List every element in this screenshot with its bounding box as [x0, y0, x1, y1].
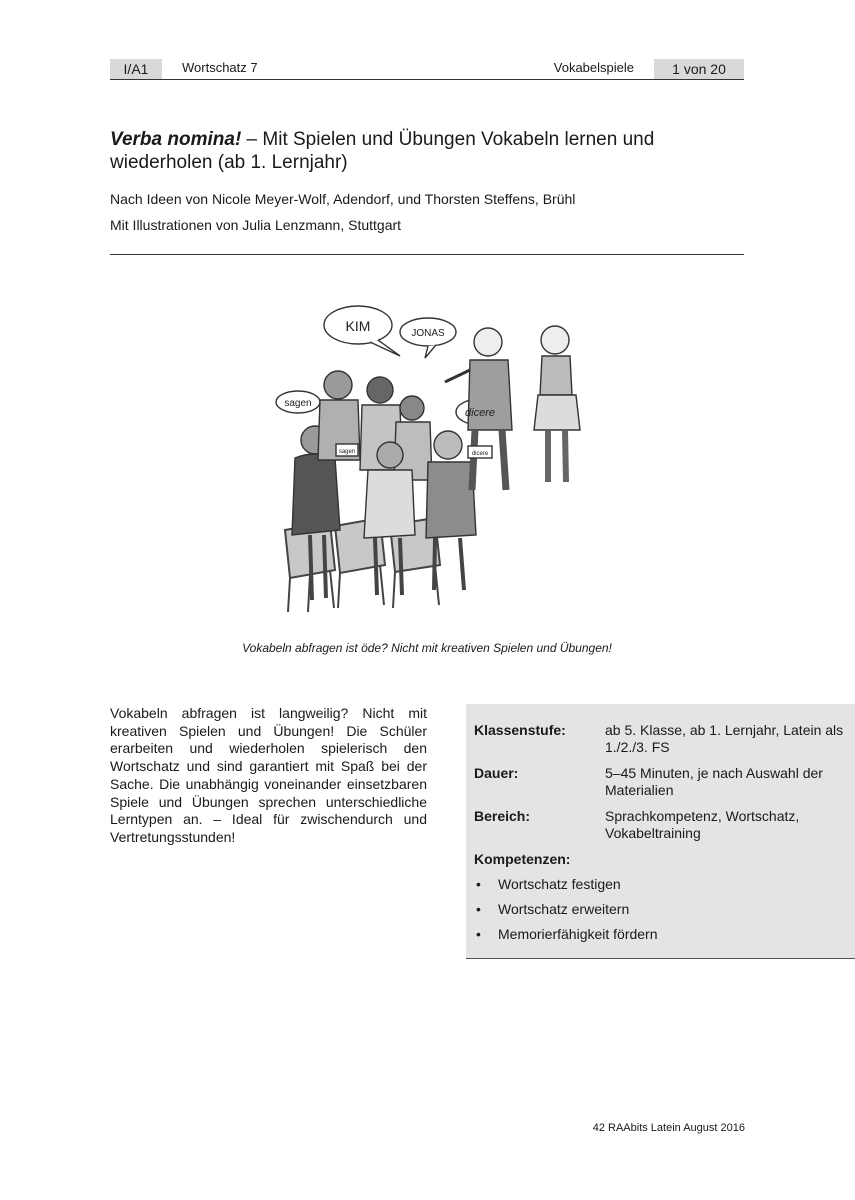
kompetenz-item: • Memorierfähigkeit fördern: [476, 926, 658, 942]
page-title: [110, 128, 750, 174]
illustration-caption: Vokabeln abfragen ist öde? Nicht mit kreativen Spielen und Übungen!: [242, 641, 612, 655]
topic-label: Wortschatz 7: [182, 60, 258, 75]
bubble-text-jonas: JONAS: [411, 328, 445, 339]
credits-ideas: Nach Ideen von Nicole Meyer-Wolf, Adendorf, und Thorsten Steffens, Brühl: [110, 191, 576, 207]
unit-code: I/A1: [110, 59, 162, 79]
info-value: 5–45 Minuten, je nach Auswahl der Materialien: [605, 765, 823, 798]
section-label: Vokabelspiele: [553, 60, 634, 75]
info-value: ab 5. Klasse, ab 1. Lernjahr, Latein als 1./2./3. FS: [605, 722, 844, 755]
info-key: Klassenstufe:: [474, 722, 566, 738]
bubble-text-sagen: sagen: [284, 398, 312, 409]
page-footer: 42 RAAbits Latein August 2016: [592, 1122, 745, 1134]
info-row-bereich: [474, 808, 845, 842]
card-text-sagen: sagen: [338, 449, 356, 455]
title-rest: – Mit Spielen und Übungen Vokabeln lernen und wiederholen (ab 1. Lernjahr): [110, 129, 655, 173]
bubble-text-kim: KIM: [345, 318, 371, 334]
intro-paragraph: Vokabeln abfragen ist langweilig? Nicht mit kreativen Spielen und Übungen! Die Schüler erarbeiten und wiederholen spielerisch den Wortschatz und sind garantiert mit Spaß bei der Sache. Die unabhängig voneinander einsetzbaren Spiele und Übungen sprechen unterschiedliche Lerntypen an. – Ideal für zwischendurch und Vertretungsstunden!: [110, 705, 427, 845]
info-key: Dauer:: [474, 765, 519, 781]
page-header: [110, 59, 744, 80]
bubble-text-dicere: dicere: [465, 407, 495, 419]
info-value: Sprachkompetenz, Wortschatz, Vokabeltraining: [605, 808, 800, 841]
info-box: [466, 704, 855, 959]
classroom-illustration: [250, 290, 610, 625]
credits-illustrations: Mit Illustrationen von Julia Lenzmann, Stuttgart: [110, 217, 402, 233]
kompetenz-item: • Wortschatz festigen: [476, 876, 621, 892]
title-emphasis: Verba nomina!: [110, 129, 242, 150]
divider: [110, 254, 744, 255]
kompetenz-item: • Wortschatz erweitern: [476, 901, 630, 917]
page-number: 1 von 20: [654, 59, 744, 79]
kompetenzen-label: Kompetenzen:: [474, 851, 571, 867]
info-row-dauer: [474, 765, 845, 799]
info-row-klassenstufe: [474, 722, 845, 756]
info-key: Bereich:: [474, 808, 531, 824]
card-text-dicere: dicere: [471, 451, 489, 457]
